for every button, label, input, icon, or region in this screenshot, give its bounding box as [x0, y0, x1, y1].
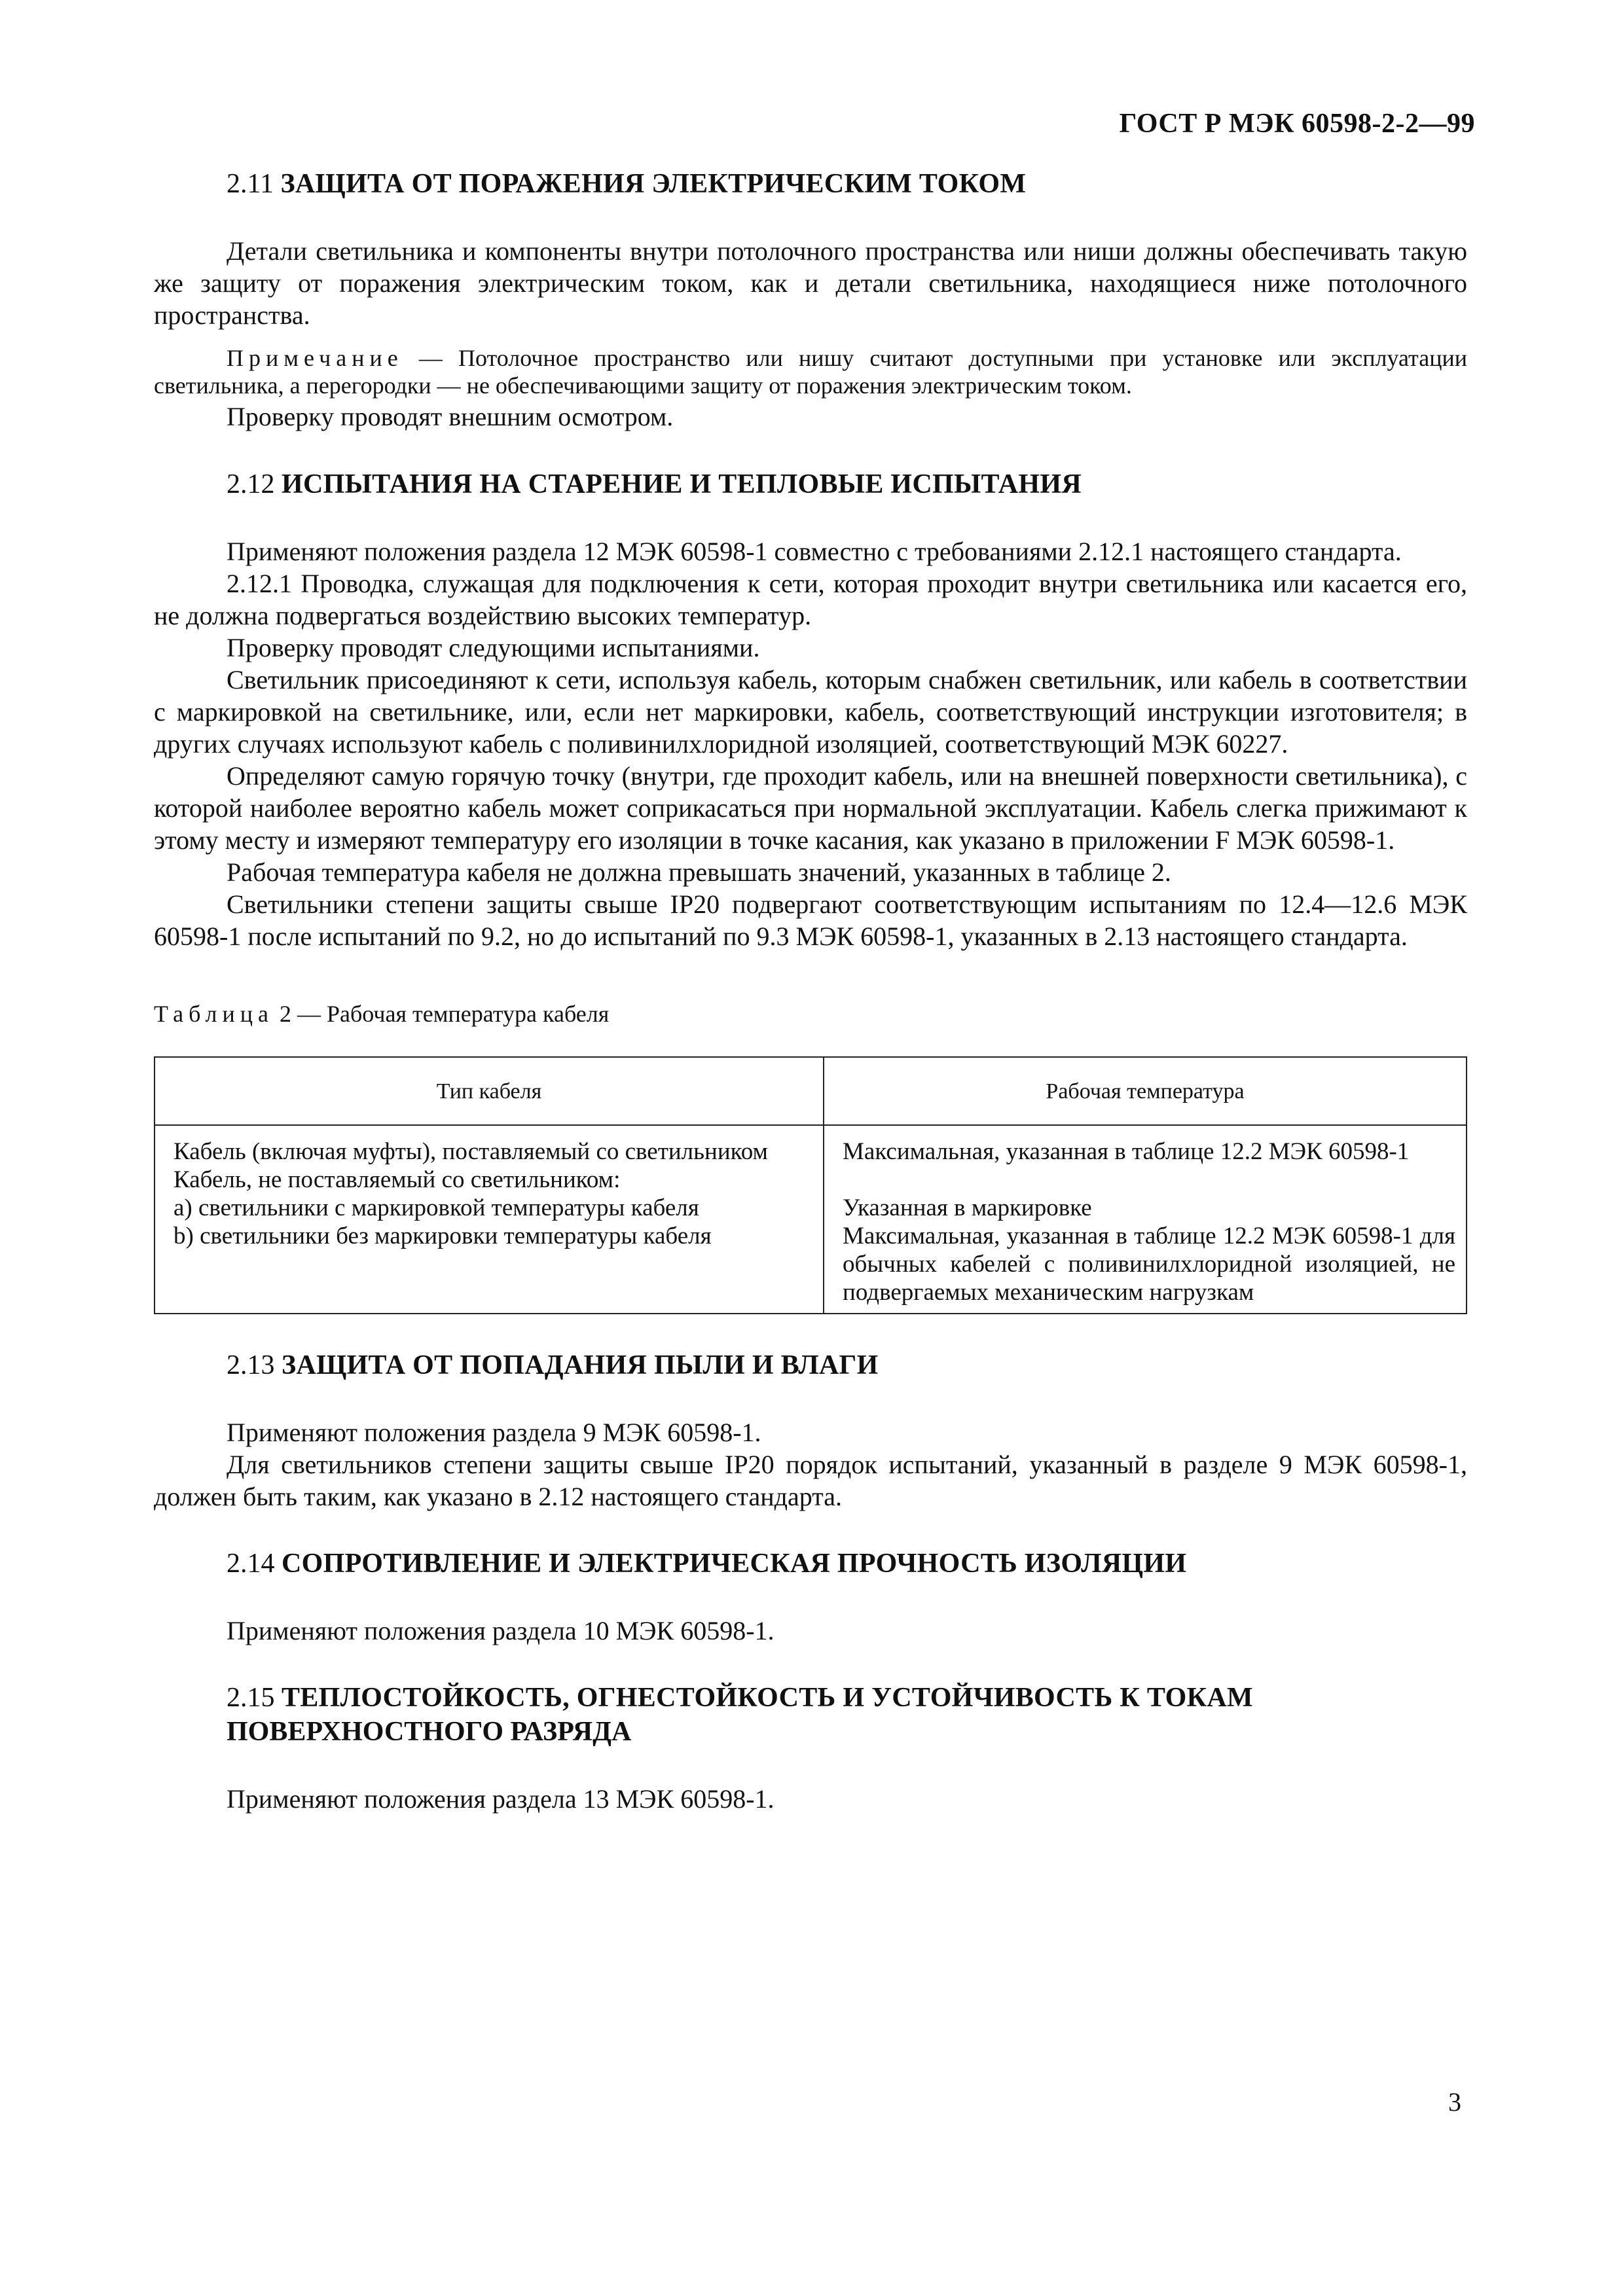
cell-line: b) светильники без маркировки температуры кабеля: [173, 1223, 712, 1249]
section-heading-2-11: [154, 167, 1467, 201]
section-title-continuation: ПОВЕРХНОСТНОГО РАЗРЯДА: [227, 1717, 632, 1747]
section-2-15: [154, 1681, 1467, 1815]
section-title: СОПРОТИВЛЕНИЕ И ЭЛЕКТРИЧЕСКАЯ ПРОЧНОСТЬ ИЗОЛЯЦИИ: [282, 1549, 1187, 1579]
section-number: 2.15: [227, 1683, 275, 1713]
note-text: — Потолочное пространство или нишу считают доступными при установке или эксплуатации светильника, а перегородки — не обеспечивающими защиту от поражения электрическим током.: [154, 345, 1467, 399]
cell-line: Кабель, не поставляемый со светильником:: [173, 1166, 621, 1193]
section-title: ТЕПЛОСТОЙКОСТЬ, ОГНЕСТОЙКОСТЬ И УСТОЙЧИВОСТЬ К ТОКАМ: [282, 1683, 1253, 1713]
section-heading-2-13: [154, 1348, 1467, 1382]
note-label: Примечание: [227, 345, 403, 371]
table-header-row: [155, 1057, 1467, 1125]
table-row: [155, 1125, 1467, 1314]
table-header-cable-type: Тип кабеля: [155, 1057, 824, 1125]
section-number: 2.13: [227, 1350, 275, 1380]
section-title: ЗАЩИТА ОТ ПОРАЖЕНИЯ ЭЛЕКТРИЧЕСКИМ ТОКОМ: [280, 169, 1027, 199]
paragraph: Светильники степени защиты свыше IP20 подвергают соответствующим испытаниям по 12.4—12.6 МЭК 60598-1 после испытаний по 9.2, но до испытаний по 9.3 МЭК 60598-1, указанных в 2.13 настоящего стандарта.: [154, 889, 1467, 951]
table-cell-operating-temperature: [824, 1125, 1467, 1314]
section-2-13: [154, 1348, 1467, 1513]
cell-line: Указанная в маркировке: [843, 1194, 1092, 1221]
document-header-code: ГОСТ Р МЭК 60598-2-2—99: [1119, 109, 1475, 139]
cell-line: Максимальная, указанная в таблице 12.2 МЭК 60598-1 для обычных кабелей с поливинилхлоридной изоляцией, не подвергаемых механическим нагрузкам: [843, 1223, 1455, 1306]
paragraph: Рабочая температура кабеля не должна превышать значений, указанных в таблице 2.: [227, 857, 1171, 887]
section-title: ЗАЩИТА ОТ ПОПАДАНИЯ ПЫЛИ И ВЛАГИ: [282, 1350, 879, 1380]
cell-line: Кабель (включая муфты), поставляемый со светильником: [173, 1138, 768, 1165]
table-caption-label: Таблица: [154, 1001, 274, 1027]
page-number: 3: [1448, 2087, 1461, 2117]
paragraph: Применяют положения раздела 13 МЭК 60598-1.: [227, 1784, 775, 1814]
section-number: 2.11: [227, 169, 274, 199]
paragraph: Определяют самую горячую точку (внутри, где проходит кабель, или на внешней поверхности светильника), с которой наиболее вероятно кабель может соприкасаться при нормальной эксплуатации. Кабель слегка прижимают к этому месту и измеряют температуру его изоляции в точке касания, как указано в приложении F МЭК 60598-1.: [154, 761, 1467, 855]
paragraph: Светильник присоединяют к сети, используя кабель, которым снабжен светильник, или кабель в соответствии с маркировкой на светильнике, или, если нет маркировки, кабель, соответствующий инструкции изготовителя; в других случаях используют кабель с поливинилхлоридной изоляцией, соответствующий МЭК 60227.: [154, 665, 1467, 759]
paragraph: Применяют положения раздела 9 МЭК 60598-1.: [227, 1418, 761, 1447]
table-caption: [154, 998, 1467, 1030]
paragraph: Проверку проводят следующими испытаниями.: [227, 633, 760, 662]
cell-line: Максимальная, указанная в таблице 12.2 МЭК 60598-1: [843, 1138, 1410, 1165]
cable-temperature-table: [154, 1056, 1467, 1314]
section-heading-2-15: [154, 1681, 1467, 1749]
paragraph: Для светильников степени защиты свыше IP20 порядок испытаний, указанный в разделе 9 МЭК 60598-1, должен быть таким, как указано в 2.12 настоящего стандарта.: [154, 1450, 1467, 1511]
cell-line: a) светильники с маркировкой температуры кабеля: [173, 1194, 699, 1221]
table-caption-text: 2 — Рабочая температура кабеля: [273, 1001, 610, 1027]
section-number: 2.14: [227, 1549, 275, 1579]
paragraph: Детали светильника и компоненты внутри потолочного пространства или ниши должны обеспечивать такую же защиту от поражения электрическим током, как и детали светильника, находящиеся ниже потолочного пространства.: [154, 236, 1467, 330]
paragraph: Проверку проводят внешним осмотром.: [227, 402, 674, 431]
paragraph: Применяют положения раздела 12 МЭК 60598-1 совместно с требованиями 2.12.1 настоящего стандарта.: [227, 537, 1402, 566]
cell-spacer: [843, 1166, 1455, 1194]
section-title: ИСПЫТАНИЯ НА СТАРЕНИЕ И ТЕПЛОВЫЕ ИСПЫТАНИЯ: [282, 469, 1082, 499]
table-cell-cable-type: [155, 1125, 824, 1314]
section-heading-2-12: [154, 467, 1467, 501]
section-heading-2-14: [154, 1547, 1467, 1581]
section-number: 2.12: [227, 469, 275, 499]
table-header-operating-temperature: Рабочая температура: [824, 1057, 1467, 1125]
paragraph: 2.12.1 Проводка, служащая для подключения к сети, которая проходит внутри светильника или касается его, не должна подвергаться воздействию высоких температур.: [154, 569, 1467, 630]
document-body: [154, 167, 1467, 1815]
section-2-14: [154, 1547, 1467, 1647]
note: [154, 344, 1467, 399]
paragraph: Применяют положения раздела 10 МЭК 60598-1.: [227, 1616, 775, 1645]
